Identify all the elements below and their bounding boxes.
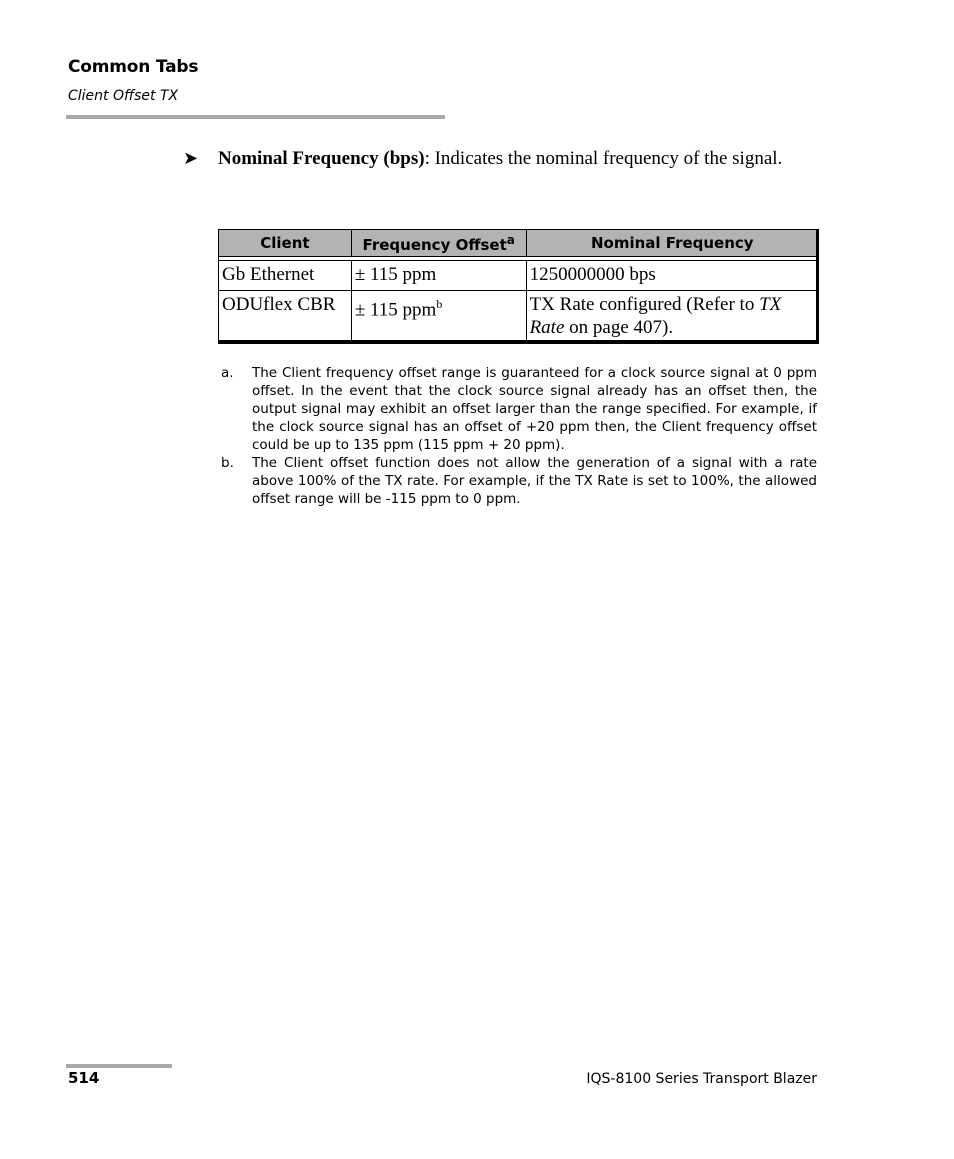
footer-divider — [66, 1064, 172, 1068]
bullet-term: Nominal Frequency (bps) — [218, 148, 425, 169]
tx-rate-link[interactable]: TX Rate — [529, 294, 782, 338]
bullet-description: : Indicates the nominal frequency of the signal. — [424, 148, 783, 169]
table-shadow-bottom — [218, 340, 819, 343]
table-row — [219, 261, 819, 291]
section-subtitle: Client Offset TX — [68, 88, 179, 104]
column-header-frequency-offset: Frequency Offset$^a$ — [351, 230, 526, 257]
cell-nominal: TX Rate configured (Refer to TX Rate on page 407). — [526, 291, 818, 344]
arrow-bullet-icon: ➤ — [183, 148, 199, 169]
cell-client: Gb Ethernet — [219, 261, 352, 291]
table-row — [219, 291, 819, 344]
section-title: Common Tabs — [68, 57, 199, 77]
bullet-paragraph — [218, 146, 808, 171]
footnote-label: b. — [221, 455, 234, 471]
footnote-label: a. — [221, 365, 234, 381]
column-header-client: Client — [219, 230, 352, 257]
cell-offset: ± 115 ppm$^b$ — [351, 291, 526, 344]
table-header-row — [219, 230, 819, 257]
footnote-b — [221, 454, 817, 508]
footnote-text: The Client frequency offset range is guaranteed for a clock source signal at 0 ppm offset. In the event that the clock source signal already has an offset then, the output signal may exhibit an offset larger than the range specified. For example, if the clock source signal has an offset of +20 ppm then, the Client frequency offset could be up to 135 ppm (115 ppm + 20 ppm). — [252, 365, 817, 453]
footnote-ref-b[interactable]: b — [436, 297, 443, 311]
footnote-text: The Client offset function does not allow the generation of a signal with a rate above 100% of the TX rate. For example, if the TX Rate is set to 100%, the allowed offset range will be -115 ppm to 0 ppm. — [252, 455, 817, 507]
page-number: 514 — [68, 1069, 100, 1087]
cell-offset: ± 115 ppm — [351, 261, 526, 291]
header-divider — [66, 115, 445, 119]
table-shadow-right — [816, 229, 819, 343]
frequency-table — [218, 229, 819, 344]
footnote-ref-a[interactable]: a — [506, 232, 515, 247]
footnote-a — [221, 364, 817, 454]
column-header-nominal-frequency: Nominal Frequency — [526, 230, 818, 257]
cell-nominal: 1250000000 bps — [526, 261, 818, 291]
footer-product-name: IQS-8100 Series Transport Blazer — [586, 1071, 817, 1087]
cell-client: ODUflex CBR — [219, 291, 352, 344]
